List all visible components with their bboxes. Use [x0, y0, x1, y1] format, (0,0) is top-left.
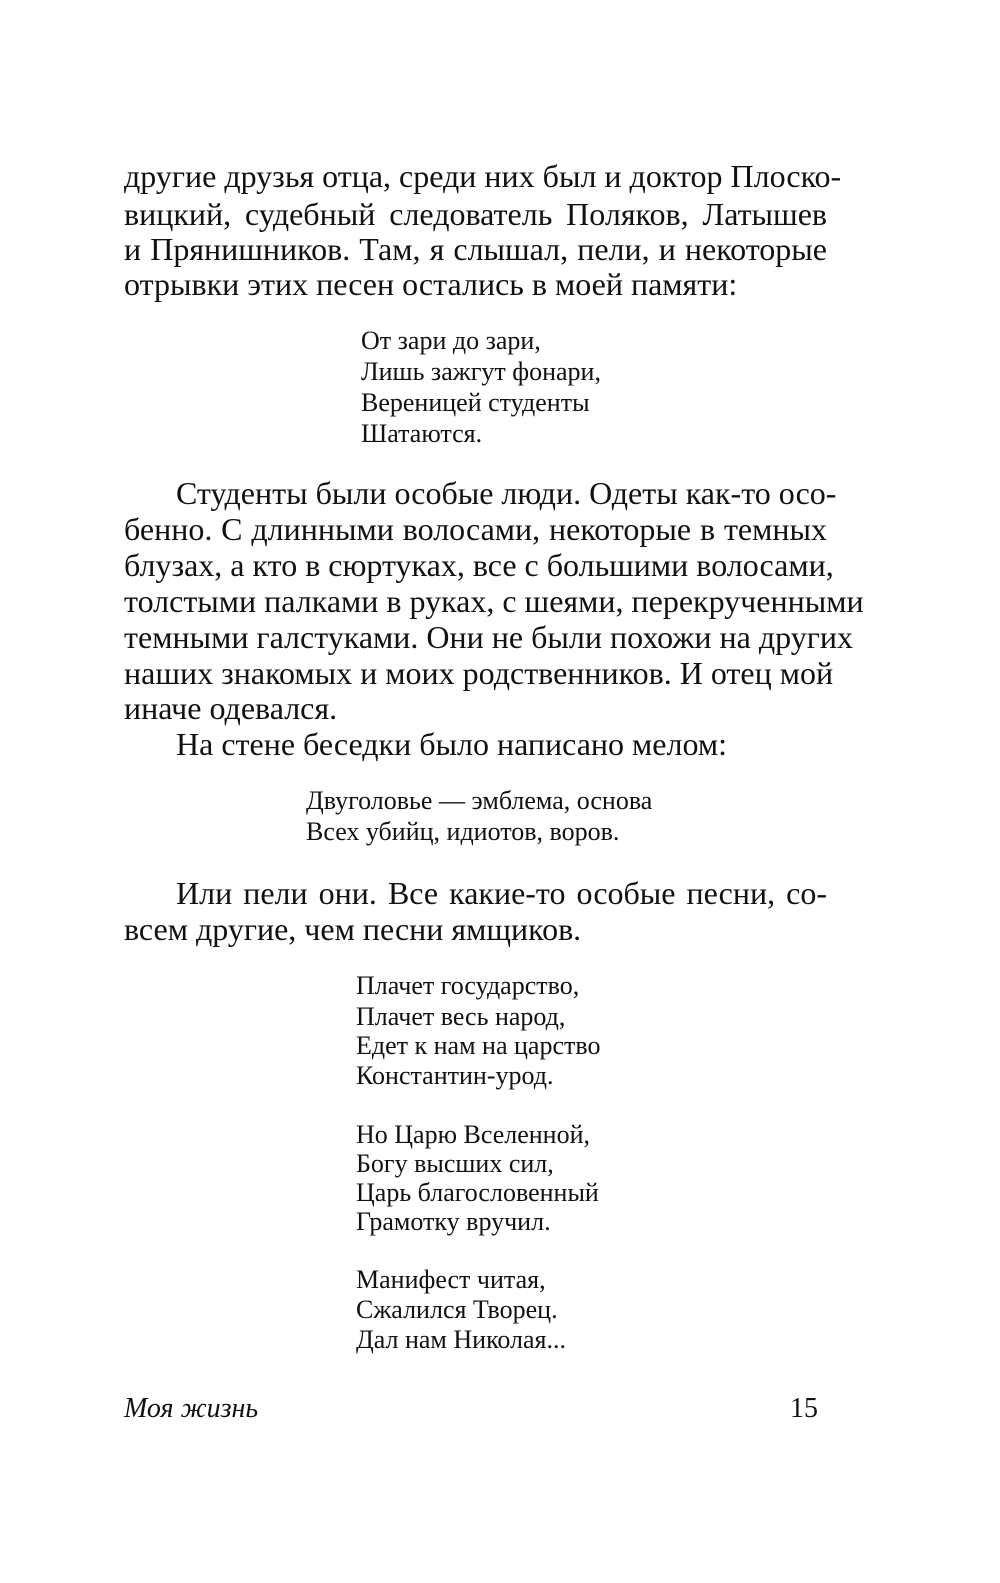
verse-line: Вереницей студенты	[361, 388, 590, 417]
paragraph-line: иначе одевался.	[124, 690, 338, 726]
verse-line: Сжалился Творец.	[356, 1295, 558, 1324]
paragraph-line: вицкий, судебный следователь Поляков, Латышев	[124, 196, 827, 232]
paragraph-line: На стене беседки было написано мелом:	[176, 726, 727, 762]
verse-line: Дал нам Николая...	[356, 1325, 567, 1354]
verse-line: Лишь зажгут фонари,	[361, 357, 601, 386]
verse-line: Плачет государство,	[356, 971, 580, 1000]
verse-line: Шатаются.	[361, 419, 483, 448]
paragraph-line: темными галстуками. Они не были похожи на других	[124, 619, 853, 655]
verse-line: Манифест читая,	[356, 1265, 546, 1294]
verse-line: Константин-урод.	[356, 1061, 554, 1090]
verse-line: Всех убийц, идиотов, воров.	[306, 817, 620, 846]
paragraph-line: другие друзья отца, среди них был и доктор Плоско-	[124, 158, 842, 194]
page-number: 15	[790, 1393, 818, 1424]
paragraph-line: и Прянишников. Там, я слышал, пели, и некоторые	[124, 231, 827, 267]
paragraph-line: блузах, а кто в сюртуках, все с большими волосами,	[124, 547, 834, 583]
verse-line: От зари до зари,	[361, 326, 541, 355]
paragraph-line: Студенты были особые люди. Одеты как-то осо-	[176, 475, 837, 511]
paragraph-line: наших знакомых и моих родственников. И отец мой	[124, 655, 834, 691]
paragraph-line: Или пели они. Все какие-то особые песни, со-	[176, 875, 827, 911]
paragraph-line: бенно. С длинными волосами, некоторые в темных	[124, 511, 827, 547]
verse-line: Богу высших сил,	[356, 1149, 554, 1178]
paragraph-line: всем другие, чем песни ямщиков.	[124, 911, 582, 947]
verse-line: Царь благословенный	[356, 1178, 599, 1207]
verse-line: Двуголовье — эмблема, основа	[306, 786, 653, 815]
paragraph-line: отрывки этих песен остались в моей памяти:	[124, 266, 738, 302]
running-footer-title: Моя жизнь	[124, 1393, 259, 1424]
verse-line: Но Царю Вселенной,	[356, 1120, 591, 1149]
paragraph-line: толстыми палками в руках, с шеями, перекрученными	[124, 583, 864, 619]
verse-line: Плачет весь народ,	[356, 1002, 566, 1031]
verse-line: Едет к нам на царство	[356, 1031, 601, 1060]
verse-line: Грамотку вручил.	[356, 1207, 551, 1236]
